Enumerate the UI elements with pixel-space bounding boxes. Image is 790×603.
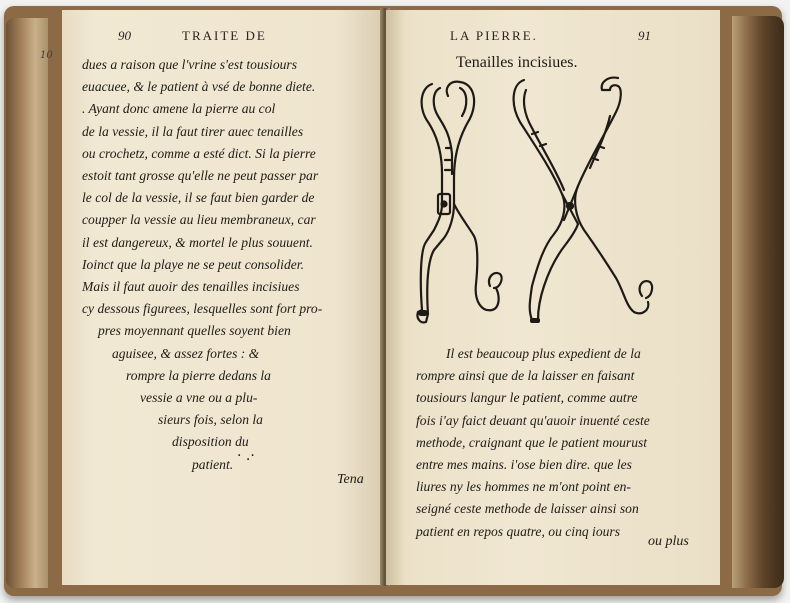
illustration-caption: Tenailles incisiues. [456, 54, 578, 71]
ornament-dots: · .· [237, 448, 255, 464]
text-line: tousiours langur le patient, comme autre [416, 390, 638, 406]
right-body-text [416, 343, 716, 543]
book-edge-left [6, 18, 48, 588]
text-line: de la vessie, il la faut tirer auec tenailles [82, 123, 304, 139]
left-page [62, 10, 384, 585]
catchword-right: ou plus [648, 534, 689, 549]
text-line: fois i'ay faict deuant qu'auoir inuenté ceste [416, 412, 650, 428]
text-line: rompre ainsi que de la laisser en faisant [416, 368, 635, 384]
text-line: disposition du [172, 434, 249, 450]
right-page [386, 10, 720, 585]
text-line: le col de la vessie, il se faut bien garder de [82, 190, 315, 206]
text-line: . Ayant donc amene la pierre au col [82, 101, 276, 117]
running-head-left: TRAITE DE [182, 28, 267, 43]
text-line: Ioinct que la playe ne se peut consolider. [82, 256, 304, 272]
woodcut-hatching [418, 310, 540, 323]
text-line: seigné ceste methode de laisser ainsi son [416, 501, 639, 517]
text-line: sieurs fois, selon la [158, 412, 263, 428]
book-edge-right [732, 16, 784, 588]
text-line: coupper la vessie au lieu membraneux, car [82, 212, 316, 228]
text-line: patient. [192, 456, 234, 472]
margin-number: 10 [40, 50, 53, 61]
folio-right: 91 [638, 28, 651, 43]
forceps-left-figure [417, 82, 501, 323]
text-line: estoit tant grosse qu'elle ne peut passer par [82, 168, 319, 184]
text-line: il est dangereux, & mortel le plus souuent. [82, 234, 313, 250]
folio-left: 90 [118, 28, 131, 43]
running-head-right: LA PIERRE. [450, 28, 538, 43]
forceps-right-figure [514, 78, 652, 320]
text-line: euacuee, & le patient à vsé de bonne diete. [82, 79, 316, 95]
catchword-left: Tena [337, 472, 364, 487]
left-body-text [82, 54, 382, 476]
text-line: methode, craignant que le patient mourust [416, 434, 648, 450]
text-line: entre mes mains. i'ose bien dire. que les [416, 457, 632, 473]
text-line: dues a raison que l'vrine s'est tousiours [82, 57, 298, 72]
text-line: liures ny les hommes ne m'ont point en- [416, 479, 631, 495]
text-line: pres moyennant quelles soyent bien [98, 323, 291, 339]
text-line: Mais il faut auoir des tenailles incisiues [82, 279, 300, 295]
forceps-woodcut-illustration [412, 74, 658, 336]
text-line: cy dessous figurees, lesquelles sont fort pro- [82, 301, 323, 317]
text-line: Il est beaucoup plus expedient de la [446, 346, 641, 361]
text-line: vessie a vne ou a plu- [140, 390, 258, 406]
text-line: aguisee, & assez fortes : & [112, 345, 260, 361]
text-line: rompre la pierre dedans la [126, 367, 271, 383]
text-line: ou crochetz, comme a esté dict. Si la pierre [82, 145, 316, 161]
text-line: patient en repos quatre, ou cinq iours [416, 523, 621, 539]
